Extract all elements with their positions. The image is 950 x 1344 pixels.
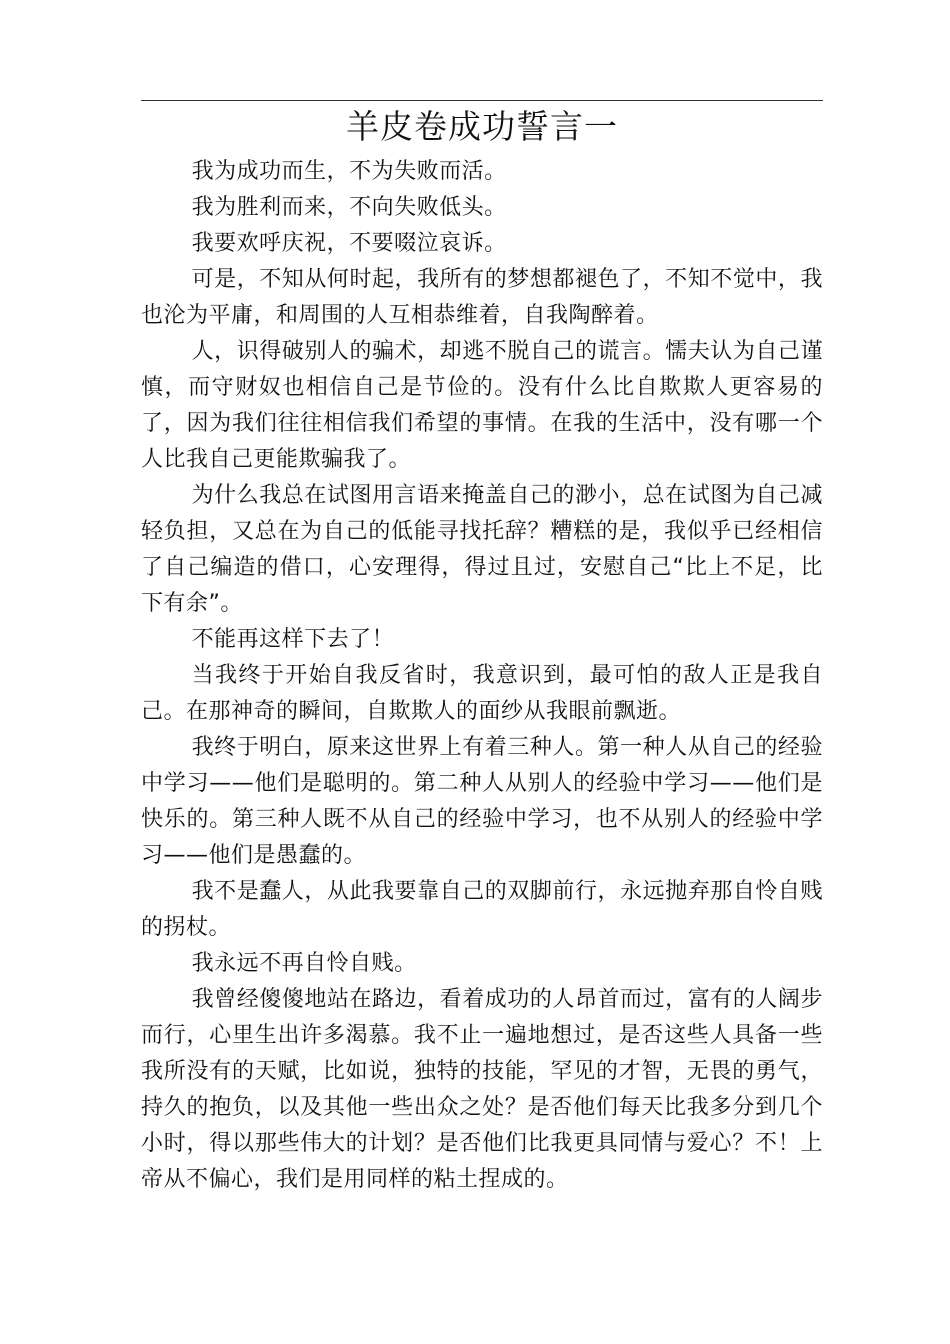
paragraph-1: 我为成功而生，不为失败而活。 <box>191 159 507 184</box>
paragraph-5: 人，识得破别人的骗术，却逃不脱自己的谎言。懦夫认为自己谨慎，而守财奴也相信自己是节俭的。没有什么比自欺欺人更容易的了，因为我们往往相信我们希望的事情。在我的生活中，没有哪一个人比我自己更能欺骗我了。 <box>141 339 823 472</box>
paragraph-7: 不能再这样下去了！ <box>191 627 395 652</box>
paragraph-9: 我终于明白，原来这世界上有着三种人。第一种人从自己的经验中学习——他们是聪明的。第二种人从别人的经验中学习——他们是快乐的。第三种人既不从自己的经验中学习，也不从别人的经验中学习——他们是愚蠢的。 <box>141 735 823 868</box>
paragraph-11: 我永远不再自怜自贱。 <box>191 951 417 976</box>
paragraph-2: 我为胜利而来，不向失败低头。 <box>191 195 507 220</box>
paragraph-8: 当我终于开始自我反省时，我意识到，最可怕的敌人正是我自己。在那神奇的瞬间，自欺欺人的面纱从我眼前飘逝。 <box>141 663 823 724</box>
header-rule <box>141 100 823 101</box>
paragraph-12: 我曾经傻傻地站在路边，看着成功的人昂首而过，富有的人阔步而行，心里生出许多渴慕。我不止一遍地想过，是否这些人具备一些我所没有的天赋，比如说，独特的技能，罕见的才智，无畏的勇气，持久的抱负，以及其他一些出众之处？是否他们每天比我多分到几个小时，得以那些伟大的计划？是否他们比我更具同情与爱心？不！上帝从不偏心，我们是用同样的粘土捏成的。 <box>141 987 823 1192</box>
paragraph-4: 可是，不知从何时起，我所有的梦想都褪色了，不知不觉中，我也沦为平庸，和周围的人互相恭维着，自我陶醉着。 <box>141 267 823 328</box>
paragraph-6: 为什么我总在试图用言语来掩盖自己的渺小，总在试图为自己减轻负担，又总在为自己的低能寻找托辞？糟糕的是，我似乎已经相信了自己编造的借口，心安理得，得过且过，安慰自己“比上不足，比下有余”。 <box>141 483 823 616</box>
document-body <box>141 154 823 1198</box>
paragraph-3: 我要欢呼庆祝，不要啜泣哀诉。 <box>191 231 507 256</box>
document-title: 羊皮卷成功誓言一 <box>346 107 618 146</box>
paragraph-10: 我不是蠢人，从此我要靠自己的双脚前行，永远抛弃那自怜自贱的拐杖。 <box>141 879 823 940</box>
